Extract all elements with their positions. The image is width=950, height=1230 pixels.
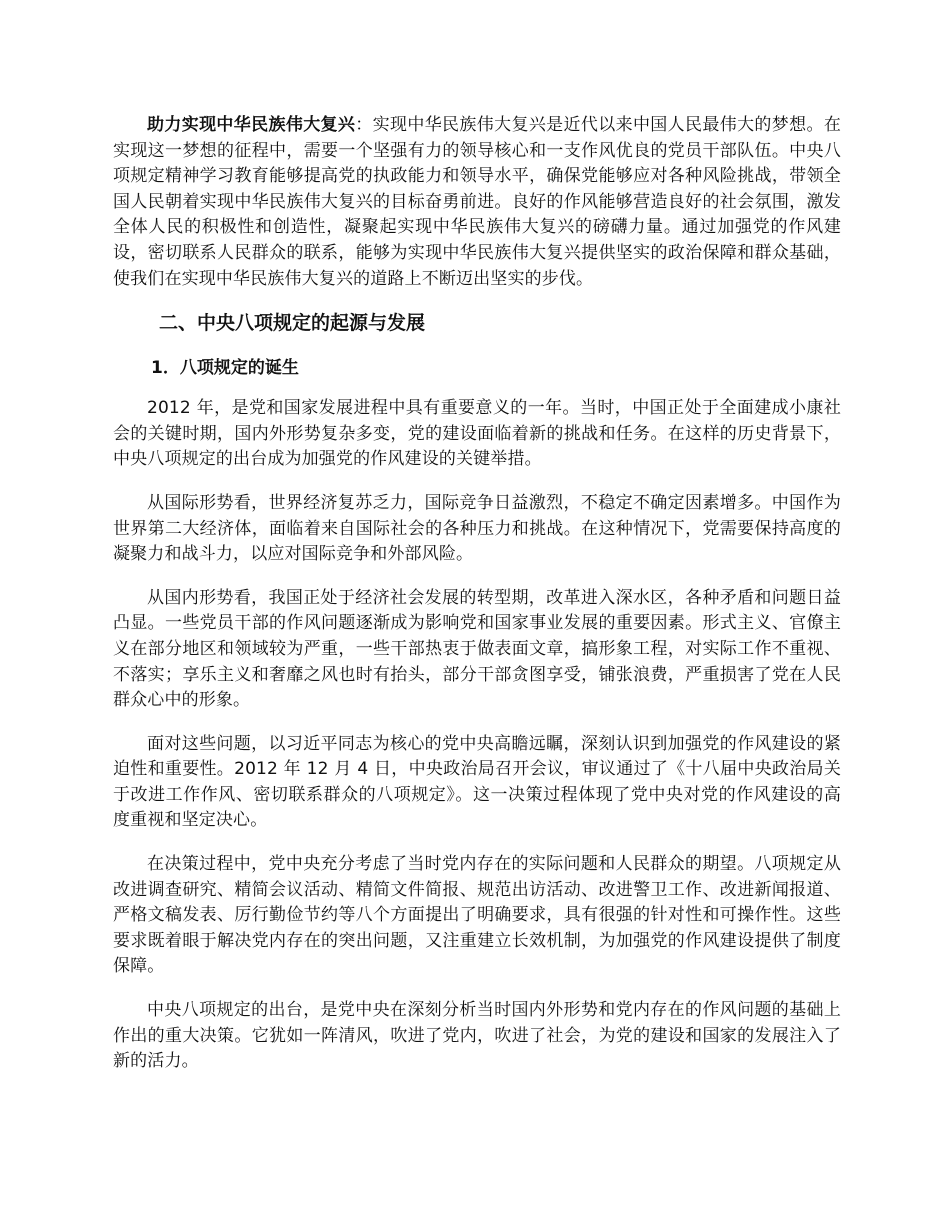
intro-text: 实现中华民族伟大复兴是近代以来中国人民最伟大的梦想。在实现这一梦想的征程中，需要一个坚强有力的领导核心和一支作风优良的党员干部队伍。中央八项规定精神学习教育能够提高党的执政能力和领导水平，确保党能够应对各种风险挑战，带领全国人民朝着实现中华民族伟大复兴的目标奋勇前进。良好的作风能够营造良好的社会氛围，激发全体人民的积极性和创造性，凝聚起实现中华民族伟大复兴的磅礴力量。通过加强党的作风建设，密切联系人民群众的联系，能够为实现中华民族伟大复兴提供坚实的政治保障和群众基础，使我们在实现中华民族伟大复兴的道路上不断迈出坚实的步伐。 — [113, 115, 841, 289]
body-paragraph: 面对这些问题，以习近平同志为核心的党中央高瞻远瞩，深刻认识到加强党的作风建设的紧迫性和重要性。2012 年 12 月 4 日，中央政治局召开会议，审议通过了《十八届中央政治局关于改进工作作风、密切联系群众的八项规定》。这一决策过程体现了党中央对党的作风建设的高度重视和坚定决心。 — [113, 733, 841, 831]
intro-colon: ： — [355, 115, 373, 135]
body-paragraph: 在决策过程中，党中央充分考虑了当时党内存在的实际问题和人民群众的期望。八项规定从改进调查研究、精简会议活动、精简文件简报、规范出访活动、改进警卫工作、改进新闻报道、严格文稿发表、厉行勤俭节约等八个方面提出了明确要求，具有很强的针对性和可操作性。这些要求既着眼于解决党内存在的突出问题，又注重建立长效机制，为加强党的作风建设提供了制度保障。 — [113, 854, 841, 977]
document-page — [113, 113, 841, 1093]
section-heading: 二、中央八项规定的起源与发展 — [159, 312, 426, 335]
intro-lead: 助力实现中华民族伟大复兴 — [147, 115, 356, 135]
subsection-heading: 1．八项规定的诞生 — [151, 358, 299, 379]
body-paragraph: 2012 年，是党和国家发展进程中具有重要意义的一年。当时，中国正处于全面建成小康社会的关键时期，国内外形势复杂多变，党的建设面临着新的挑战和任务。在这样的历史背景下，中央八项规定的出台成为加强党的作风建设的关键举措。 — [113, 398, 841, 470]
intro-paragraph — [113, 113, 841, 292]
body-paragraph: 从国内形势看，我国正处于经济社会发展的转型期，改革进入深水区，各种矛盾和问题日益凸显。一些党员干部的作风问题逐渐成为影响党和国家事业发展的重要因素。形式主义、官僚主义在部分地区和领域较为严重，一些干部热衷于做表面文章，搞形象工程，对实际工作不重视、不落实；享乐主义和奢靡之风也时有抬头，部分干部贪图享受，铺张浪费，严重损害了党在人民群众心中的形象。 — [113, 587, 841, 711]
body-paragraph: 中央八项规定的出台，是党中央在深刻分析当时国内外形势和党内存在的作风问题的基础上作出的重大决策。它犹如一阵清风，吹进了党内，吹进了社会，为党的建设和国家的发展注入了新的活力。 — [113, 1000, 841, 1072]
body-paragraph: 从国际形势看，世界经济复苏乏力，国际竞争日益激烈，不稳定不确定因素增多。中国作为世界第二大经济体，面临着来自国际社会的各种压力和挑战。在这种情况下，党需要保持高度的凝聚力和战斗力，以应对国际竞争和外部风险。 — [113, 492, 841, 565]
